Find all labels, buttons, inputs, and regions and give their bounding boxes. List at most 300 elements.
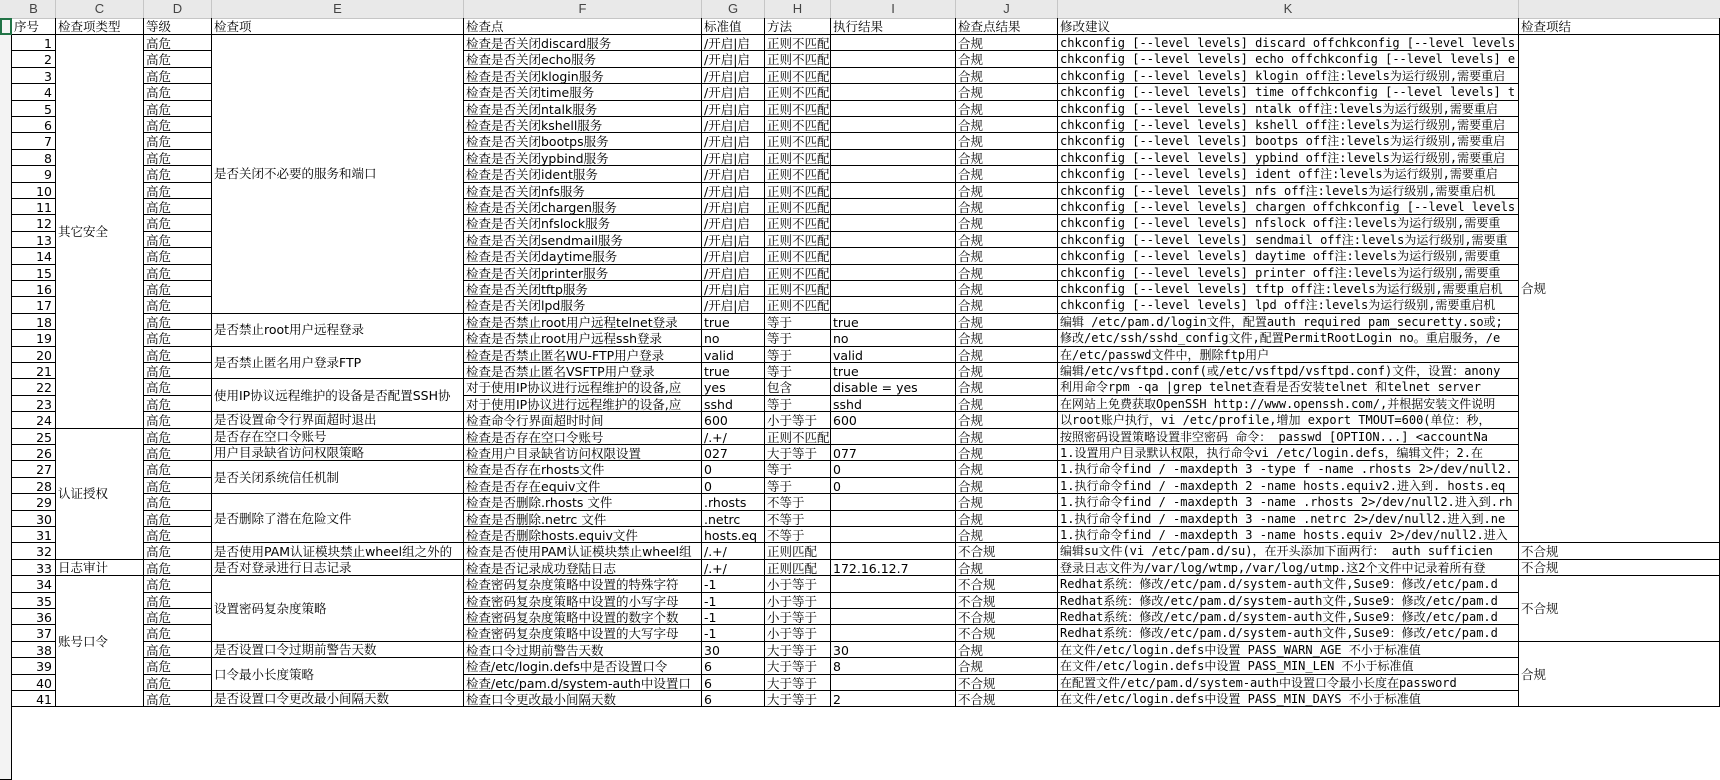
row-number-cell[interactable]: 24 — [12, 412, 56, 428]
result-cell[interactable]: 8 — [831, 658, 956, 674]
check-type-cell[interactable]: 其它安全 — [56, 35, 144, 429]
check-point-cell[interactable]: 检查密码复杂度策略中设置的数字个数 — [464, 609, 702, 625]
point-result-cell[interactable]: 合规 — [956, 347, 1058, 363]
header-cell[interactable]: 检查项结 — [1519, 18, 1720, 35]
row-number-cell[interactable]: 37 — [12, 625, 56, 641]
point-result-cell[interactable]: 合规 — [956, 396, 1058, 412]
check-point-cell[interactable]: 检查是否存在rhosts文件 — [464, 461, 702, 477]
check-point-cell[interactable]: 检查是否关闭bootps服务 — [464, 133, 702, 149]
advice-cell[interactable]: chkconfig [--level levels] bootps off注:levels为运行级别,需要重启 — [1058, 133, 1519, 149]
level-cell[interactable]: 高危 — [144, 84, 212, 100]
level-cell[interactable]: 高危 — [144, 35, 212, 51]
check-point-cell[interactable]: 检查是否禁止匿名WU-FTP用户登录 — [464, 347, 702, 363]
check-point-cell[interactable]: 检查是否关闭klogin服务 — [464, 68, 702, 84]
point-result-cell[interactable]: 合规 — [956, 330, 1058, 346]
result-cell[interactable] — [831, 625, 956, 641]
check-type-cell[interactable]: 认证授权 — [56, 429, 144, 560]
check-point-cell[interactable]: 检查是否使用PAM认证模块禁止wheel组 — [464, 543, 702, 559]
row-number-cell[interactable]: 7 — [12, 133, 56, 149]
level-cell[interactable]: 高危 — [144, 117, 212, 133]
level-cell[interactable]: 高危 — [144, 543, 212, 559]
standard-value-cell[interactable]: no — [702, 330, 765, 346]
level-cell[interactable]: 高危 — [144, 199, 212, 215]
header-cell[interactable]: 检查点 — [464, 18, 702, 35]
check-point-cell[interactable]: 检查是否记录成功登陆日志 — [464, 560, 702, 576]
check-point-cell[interactable]: 检查密码复杂度策略中设置的小写字母 — [464, 593, 702, 609]
level-cell[interactable]: 高危 — [144, 281, 212, 297]
point-result-cell[interactable]: 合规 — [956, 363, 1058, 379]
level-cell[interactable]: 高危 — [144, 658, 212, 674]
check-point-cell[interactable]: 检查密码复杂度策略中设置的特殊字符 — [464, 576, 702, 592]
advice-cell[interactable]: 在网站上免费获取OpenSSH http://www.openssh.com/,并根据安装文件说明 — [1058, 396, 1519, 412]
standard-value-cell[interactable]: /开启|启 — [702, 51, 765, 67]
check-item-cell[interactable]: 口令最小长度策略 — [212, 658, 464, 691]
method-cell[interactable]: 正则匹配 — [765, 560, 831, 576]
check-item-cell[interactable]: 是否禁止匿名用户登录FTP — [212, 347, 464, 380]
standard-value-cell[interactable]: sshd — [702, 396, 765, 412]
method-cell[interactable]: 等于 — [765, 396, 831, 412]
row-number-cell[interactable]: 11 — [12, 199, 56, 215]
advice-cell[interactable]: 1.执行命令find / -maxdepth 3 -name hosts.equiv 2>/dev/null2.进入 — [1058, 527, 1519, 543]
point-result-cell[interactable]: 合规 — [956, 314, 1058, 330]
row-number-cell[interactable]: 8 — [12, 150, 56, 166]
advice-cell[interactable]: chkconfig [--level levels] kshell off注:levels为运行级别,需要重启 — [1058, 117, 1519, 133]
result-cell[interactable]: 0 — [831, 461, 956, 477]
level-cell[interactable]: 高危 — [144, 625, 212, 641]
header-cell[interactable]: 方法 — [765, 18, 831, 35]
result-cell[interactable]: sshd — [831, 396, 956, 412]
check-item-cell[interactable]: 是否禁止root用户远程登录 — [212, 314, 464, 347]
point-result-cell[interactable]: 合规 — [956, 101, 1058, 117]
result-cell[interactable]: valid — [831, 347, 956, 363]
check-point-cell[interactable]: 检查是否关闭chargen服务 — [464, 199, 702, 215]
check-item-cell[interactable]: 是否使用PAM认证模块禁止wheel组之外的 — [212, 543, 464, 559]
column-letter-I[interactable]: I — [831, 0, 956, 18]
method-cell[interactable]: 等于 — [765, 478, 831, 494]
level-cell[interactable]: 高危 — [144, 379, 212, 395]
result-cell[interactable] — [831, 265, 956, 281]
level-cell[interactable]: 高危 — [144, 232, 212, 248]
result-cell[interactable] — [831, 68, 956, 84]
check-point-cell[interactable]: 对于使用IP协议进行远程维护的设备,应 — [464, 396, 702, 412]
standard-value-cell[interactable]: /.+/ — [702, 543, 765, 559]
advice-cell[interactable]: Redhat系统：修改/etc/pam.d/system-auth文件,Suse9：修改/etc/pam.d — [1058, 609, 1519, 625]
point-result-cell[interactable]: 合规 — [956, 150, 1058, 166]
advice-cell[interactable]: 利用命令rpm -qa |grep telnet查看是否安装telnet 和telnet server — [1058, 379, 1519, 395]
result-cell[interactable]: 172.16.12.7 — [831, 560, 956, 576]
column-letter-K[interactable]: K — [1058, 0, 1519, 18]
level-cell[interactable]: 高危 — [144, 314, 212, 330]
method-cell[interactable]: 正则不匹配 — [767, 200, 830, 215]
result-cell[interactable]: 600 — [831, 412, 956, 428]
standard-value-cell[interactable]: /开启|启 — [702, 101, 765, 117]
row-number-cell[interactable]: 15 — [12, 265, 56, 281]
level-cell[interactable]: 高危 — [144, 330, 212, 346]
point-result-cell[interactable]: 不合规 — [956, 625, 1058, 641]
advice-cell[interactable]: 在文件/etc/login.defs中设置 PASS_WARN_AGE 不小于标准值 — [1058, 642, 1519, 658]
standard-value-cell[interactable]: /开启|启 — [702, 150, 765, 166]
level-cell[interactable]: 高危 — [144, 396, 212, 412]
result-cell[interactable] — [831, 101, 956, 117]
check-item-cell[interactable]: 用户目录缺省访问权限策略 — [212, 445, 464, 461]
check-point-cell[interactable]: 检查是否关闭lpd服务 — [464, 297, 702, 313]
header-cell[interactable]: 检查点结果 — [956, 18, 1058, 35]
point-result-cell[interactable]: 不合规 — [956, 675, 1058, 691]
advice-cell[interactable]: Redhat系统：修改/etc/pam.d/system-auth文件,Suse9：修改/etc/pam.d — [1058, 625, 1519, 641]
standard-value-cell[interactable]: yes — [702, 379, 765, 395]
standard-value-cell[interactable]: 6 — [702, 658, 765, 674]
method-cell[interactable]: 等于 — [765, 461, 831, 477]
point-result-cell[interactable]: 合规 — [956, 248, 1058, 264]
method-cell[interactable]: 包含 — [765, 379, 831, 395]
row-number-cell[interactable]: 12 — [12, 215, 56, 231]
header-cell[interactable]: 检查项 — [212, 18, 464, 35]
row-number-cell[interactable]: 1 — [12, 35, 56, 51]
row-number-cell[interactable]: 29 — [12, 494, 56, 510]
level-cell[interactable]: 高危 — [144, 412, 212, 428]
method-cell[interactable]: 大于等于 — [765, 658, 831, 674]
advice-cell[interactable]: 在文件/etc/login.defs中设置 PASS_MIN_DAYS 不小于标准值 — [1058, 691, 1519, 707]
check-item-cell[interactable]: 是否存在空口令账号 — [212, 429, 464, 445]
point-result-cell[interactable]: 合规 — [956, 494, 1058, 510]
standard-value-cell[interactable]: 0 — [702, 461, 765, 477]
check-point-cell[interactable]: 检查密码复杂度策略中设置的大写字母 — [464, 625, 702, 641]
check-point-cell[interactable]: 检查/etc/login.defs中是否设置口令 — [464, 658, 702, 674]
method-cell[interactable]: 大于等于 — [765, 445, 831, 461]
header-cell[interactable]: 序号 — [12, 18, 56, 35]
standard-value-cell[interactable]: /开启|启 — [702, 183, 765, 199]
method-cell[interactable]: 大于等于 — [765, 642, 831, 658]
result-cell[interactable]: 077 — [831, 445, 956, 461]
level-cell[interactable]: 高危 — [144, 133, 212, 149]
result-cell[interactable] — [831, 84, 956, 100]
standard-value-cell[interactable]: 6 — [702, 675, 765, 691]
check-type-cell[interactable]: 日志审计 — [56, 560, 144, 576]
advice-cell[interactable]: 1.执行命令find / -maxdepth 3 -type f -name .rhosts 2>/dev/null2. — [1058, 461, 1519, 477]
level-cell[interactable]: 高危 — [144, 560, 212, 576]
level-cell[interactable]: 高危 — [144, 511, 212, 527]
check-item-cell[interactable]: 是否删除了潜在危险文件 — [212, 494, 464, 543]
point-result-cell[interactable]: 合规 — [956, 527, 1058, 543]
standard-value-cell[interactable]: /开启|启 — [702, 265, 765, 281]
method-cell[interactable]: 正则不匹配 — [767, 167, 830, 183]
row-number-cell[interactable]: 35 — [12, 593, 56, 609]
point-result-cell[interactable]: 合规 — [956, 232, 1058, 248]
point-result-cell[interactable]: 合规 — [956, 84, 1058, 100]
standard-value-cell[interactable]: 600 — [702, 412, 765, 428]
level-cell[interactable]: 高危 — [144, 183, 212, 199]
result-cell[interactable] — [831, 543, 956, 559]
standard-value-cell[interactable]: /开启|启 — [702, 281, 765, 297]
item-result-cell[interactable]: 合规 — [1519, 35, 1720, 543]
result-cell[interactable] — [831, 199, 956, 215]
result-cell[interactable] — [831, 609, 956, 625]
check-point-cell[interactable]: 检查是否关闭nfs服务 — [464, 183, 702, 199]
point-result-cell[interactable]: 合规 — [956, 117, 1058, 133]
row-number-cell[interactable]: 27 — [12, 461, 56, 477]
advice-cell[interactable]: 编辑su文件(vi /etc/pam.d/su)，在开头添加下面两行： auth sufficien — [1058, 543, 1519, 559]
check-point-cell[interactable]: 检查是否关闭daytime服务 — [464, 248, 702, 264]
advice-cell[interactable]: 1.执行命令find / -maxdepth 2 -name hosts.equiv2.进入到. hosts.eq — [1058, 478, 1519, 494]
advice-cell[interactable]: 在/etc/passwd文件中，删除ftp用户 — [1058, 347, 1519, 363]
advice-cell[interactable]: 修改/etc/ssh/sshd_config文件,配置PermitRootLogin no。重启服务，/e — [1058, 330, 1519, 346]
standard-value-cell[interactable]: true — [702, 314, 765, 330]
standard-value-cell[interactable]: /开启|启 — [702, 248, 765, 264]
check-item-cell[interactable]: 是否对登录进行日志记录 — [212, 560, 464, 576]
standard-value-cell[interactable]: /.+/ — [702, 429, 765, 445]
item-result-cell[interactable]: 不合规 — [1519, 543, 1720, 559]
row-number-cell[interactable]: 41 — [12, 691, 56, 707]
method-cell[interactable]: 正则不匹配 — [767, 183, 830, 199]
result-cell[interactable] — [831, 281, 956, 297]
method-cell[interactable]: 小于等于 — [765, 593, 831, 609]
row-number-cell[interactable]: 5 — [12, 101, 56, 117]
point-result-cell[interactable]: 合规 — [956, 642, 1058, 658]
level-cell[interactable]: 高危 — [144, 265, 212, 281]
point-result-cell[interactable]: 合规 — [956, 379, 1058, 395]
check-item-cell[interactable]: 是否设置命令行界面超时退出 — [212, 412, 464, 428]
advice-cell[interactable]: chkconfig [--level levels] klogin off注:levels为运行级别,需要重启 — [1058, 68, 1519, 84]
point-result-cell[interactable]: 合规 — [956, 281, 1058, 297]
point-result-cell[interactable]: 合规 — [956, 133, 1058, 149]
result-cell[interactable] — [831, 248, 956, 264]
method-cell[interactable]: 等于 — [765, 314, 831, 330]
point-result-cell[interactable]: 合规 — [956, 68, 1058, 84]
method-cell[interactable]: 小于等于 — [765, 609, 831, 625]
method-cell[interactable]: 正则不匹配 — [767, 68, 830, 84]
check-point-cell[interactable]: 检查是否关闭ident服务 — [464, 166, 702, 182]
row-number-cell[interactable]: 38 — [12, 642, 56, 658]
check-point-cell[interactable]: 检查口令更改最小间隔天数 — [464, 691, 702, 707]
check-point-cell[interactable]: 检查用户目录缺省访问权限设置 — [464, 445, 702, 461]
result-cell[interactable] — [831, 133, 956, 149]
standard-value-cell[interactable]: -1 — [702, 576, 765, 592]
point-result-cell[interactable]: 合规 — [956, 297, 1058, 313]
method-cell[interactable]: 正则不匹配 — [767, 52, 830, 68]
row-number-cell[interactable]: 6 — [12, 117, 56, 133]
check-item-cell[interactable]: 是否关闭系统信任机制 — [212, 461, 464, 494]
result-cell[interactable]: no — [831, 330, 956, 346]
standard-value-cell[interactable]: hosts.eq — [702, 527, 765, 543]
row-number-cell[interactable]: 30 — [12, 511, 56, 527]
method-cell[interactable]: 正则不匹配 — [767, 429, 830, 445]
row-number-cell[interactable]: 2 — [12, 51, 56, 67]
level-cell[interactable]: 高危 — [144, 429, 212, 445]
row-number-cell[interactable]: 17 — [12, 297, 56, 313]
result-cell[interactable] — [831, 166, 956, 182]
method-cell[interactable]: 正则不匹配 — [767, 36, 830, 51]
method-cell[interactable]: 小于等于 — [765, 625, 831, 641]
advice-cell[interactable]: chkconfig [--level levels] lpd off注:levels为运行级别,需要重启机 — [1058, 297, 1519, 313]
advice-cell[interactable]: 编辑 /etc/pam.d/login文件，配置auth required pam_securetty.so或; — [1058, 314, 1519, 330]
point-result-cell[interactable]: 合规 — [956, 511, 1058, 527]
header-cell[interactable]: 标准值 — [702, 18, 765, 35]
item-result-cell[interactable]: 不合规 — [1519, 560, 1720, 576]
row-number-cell[interactable]: 20 — [12, 347, 56, 363]
check-point-cell[interactable]: 检查是否禁止root用户远程ssh登录 — [464, 330, 702, 346]
method-cell[interactable]: 正则不匹配 — [767, 85, 830, 101]
result-cell[interactable] — [831, 527, 956, 543]
method-cell[interactable]: 等于 — [765, 347, 831, 363]
result-cell[interactable] — [831, 494, 956, 510]
row-number-cell[interactable]: 18 — [12, 314, 56, 330]
result-cell[interactable] — [831, 150, 956, 166]
check-point-cell[interactable]: 对于使用IP协议进行远程维护的设备,应 — [464, 379, 702, 395]
row-number-cell[interactable]: 16 — [12, 281, 56, 297]
result-cell[interactable]: 0 — [831, 478, 956, 494]
method-cell[interactable]: 正则不匹配 — [767, 232, 830, 248]
check-point-cell[interactable]: 检查是否关闭tftp服务 — [464, 281, 702, 297]
standard-value-cell[interactable]: .netrc — [702, 511, 765, 527]
check-point-cell[interactable]: 检查/etc/pam.d/system-auth中设置口 — [464, 675, 702, 691]
advice-cell[interactable]: 登录日志文件为/var/log/wtmp,/var/log/utmp.这2个文件中记录着所有登 — [1058, 560, 1519, 576]
check-point-cell[interactable]: 检查是否关闭echo服务 — [464, 51, 702, 67]
advice-cell[interactable]: 在配置文件/etc/pam.d/system-auth中设置口令最小长度在password — [1058, 675, 1519, 691]
row-number-cell[interactable]: 26 — [12, 445, 56, 461]
point-result-cell[interactable]: 合规 — [956, 478, 1058, 494]
level-cell[interactable]: 高危 — [144, 478, 212, 494]
method-cell[interactable]: 正则不匹配 — [767, 265, 830, 281]
standard-value-cell[interactable]: /.+/ — [702, 560, 765, 576]
advice-cell[interactable]: 按照密码设置策略设置非空密码 命令： passwd [OPTION...] <accountNa — [1058, 429, 1519, 445]
row-number-cell[interactable]: 23 — [12, 396, 56, 412]
row-number-cell[interactable]: 3 — [12, 68, 56, 84]
standard-value-cell[interactable]: /开启|启 — [702, 199, 765, 215]
column-letter-G[interactable]: G — [702, 0, 765, 18]
point-result-cell[interactable]: 合规 — [956, 166, 1058, 182]
standard-value-cell[interactable]: 6 — [702, 691, 765, 707]
level-cell[interactable]: 高危 — [144, 215, 212, 231]
result-cell[interactable] — [831, 593, 956, 609]
level-cell[interactable]: 高危 — [144, 527, 212, 543]
standard-value-cell[interactable]: /开启|启 — [702, 68, 765, 84]
level-cell[interactable]: 高危 — [144, 101, 212, 117]
advice-cell[interactable]: chkconfig [--level levels] time offchkconfig [--level levels] t — [1058, 84, 1519, 100]
column-letter-F[interactable]: F — [464, 0, 702, 18]
advice-cell[interactable]: chkconfig [--level levels] discard offchkconfig [--level levels — [1058, 35, 1519, 51]
row-number-cell[interactable]: 34 — [12, 576, 56, 592]
column-letter-D[interactable]: D — [144, 0, 212, 18]
advice-cell[interactable]: chkconfig [--level levels] sendmail off注:levels为运行级别,需要重 — [1058, 232, 1519, 248]
point-result-cell[interactable]: 不合规 — [956, 691, 1058, 707]
level-cell[interactable]: 高危 — [144, 51, 212, 67]
column-letter-C[interactable]: C — [56, 0, 144, 18]
advice-cell[interactable]: Redhat系统：修改/etc/pam.d/system-auth文件,Suse9：修改/etc/pam.d — [1058, 593, 1519, 609]
method-cell[interactable]: 正则不匹配 — [767, 134, 830, 150]
result-cell[interactable] — [831, 675, 956, 691]
point-result-cell[interactable]: 合规 — [956, 412, 1058, 428]
result-cell[interactable] — [831, 35, 956, 51]
method-cell[interactable]: 正则不匹配 — [767, 101, 830, 117]
check-type-cell[interactable]: 账号口令 — [56, 576, 144, 707]
method-cell[interactable]: 正则不匹配 — [767, 282, 830, 297]
row-number-cell[interactable]: 32 — [12, 543, 56, 559]
point-result-cell[interactable]: 合规 — [956, 461, 1058, 477]
row-number-cell[interactable]: 22 — [12, 379, 56, 395]
result-cell[interactable] — [831, 576, 956, 592]
standard-value-cell[interactable]: /开启|启 — [702, 215, 765, 231]
point-result-cell[interactable]: 不合规 — [956, 576, 1058, 592]
method-cell[interactable]: 等于 — [765, 363, 831, 379]
level-cell[interactable]: 高危 — [144, 691, 212, 707]
method-cell[interactable]: 不等于 — [765, 527, 831, 543]
check-item-cell[interactable]: 是否关闭不必要的服务和端口 — [212, 35, 464, 314]
item-result-cell[interactable]: 不合规 — [1519, 576, 1720, 642]
standard-value-cell[interactable]: 30 — [702, 642, 765, 658]
level-cell[interactable]: 高危 — [144, 494, 212, 510]
method-cell[interactable]: 小于等于 — [765, 412, 831, 428]
result-cell[interactable] — [831, 51, 956, 67]
level-cell[interactable]: 高危 — [144, 461, 212, 477]
advice-cell[interactable]: 1.执行命令find / -maxdepth 3 -name .rhosts 2>/dev/null2.进入到.rh — [1058, 494, 1519, 510]
check-item-cell[interactable]: 是否设置口令更改最小间隔天数 — [212, 691, 464, 707]
advice-cell[interactable]: chkconfig [--level levels] daytime off注:levels为运行级别,需要重 — [1058, 248, 1519, 264]
header-cell[interactable]: 执行结果 — [831, 18, 956, 35]
point-result-cell[interactable]: 合规 — [956, 51, 1058, 67]
result-cell[interactable]: true — [831, 314, 956, 330]
point-result-cell[interactable]: 合规 — [956, 215, 1058, 231]
point-result-cell[interactable]: 合规 — [956, 183, 1058, 199]
standard-value-cell[interactable]: 0 — [702, 478, 765, 494]
advice-cell[interactable]: chkconfig [--level levels] chargen offchkconfig [--level levels — [1058, 199, 1519, 215]
point-result-cell[interactable]: 合规 — [956, 35, 1058, 51]
advice-cell[interactable]: 以root账户执行，vi /etc/profile,增加 export TMOUT=600(单位：秒， — [1058, 412, 1519, 428]
check-point-cell[interactable]: 检查是否关闭ntalk服务 — [464, 101, 702, 117]
point-result-cell[interactable]: 合规 — [956, 658, 1058, 674]
level-cell[interactable]: 高危 — [144, 675, 212, 691]
check-point-cell[interactable]: 检查是否关闭time服务 — [464, 84, 702, 100]
check-point-cell[interactable]: 检查是否删除.netrc 文件 — [464, 511, 702, 527]
result-cell[interactable]: true — [831, 363, 956, 379]
check-item-cell[interactable]: 使用IP协议远程维护的设备是否配置SSH协 — [212, 379, 464, 412]
advice-cell[interactable]: chkconfig [--level levels] nfs off注:levels为运行级别,需要重启机 — [1058, 183, 1519, 199]
check-point-cell[interactable]: 检查口令过期前警告天数 — [464, 642, 702, 658]
row-number-cell[interactable]: 25 — [12, 429, 56, 445]
standard-value-cell[interactable]: 027 — [702, 445, 765, 461]
row-number-cell[interactable]: 21 — [12, 363, 56, 379]
check-point-cell[interactable]: 检查是否存在空口令账号 — [464, 429, 702, 445]
point-result-cell[interactable]: 合规 — [956, 199, 1058, 215]
row-number-cell[interactable]: 40 — [12, 675, 56, 691]
row-number-cell[interactable]: 31 — [12, 527, 56, 543]
check-point-cell[interactable]: 检查是否关闭sendmail服务 — [464, 232, 702, 248]
check-point-cell[interactable]: 检查是否存在equiv文件 — [464, 478, 702, 494]
result-cell[interactable]: disable = yes — [831, 379, 956, 395]
standard-value-cell[interactable]: /开启|启 — [702, 232, 765, 248]
result-cell[interactable] — [831, 117, 956, 133]
check-point-cell[interactable]: 检查是否关闭printer服务 — [464, 265, 702, 281]
standard-value-cell[interactable]: .rhosts — [702, 494, 765, 510]
standard-value-cell[interactable]: /开启|启 — [702, 35, 765, 51]
method-cell[interactable]: 不等于 — [765, 494, 831, 510]
column-letter-E[interactable]: E — [212, 0, 464, 18]
point-result-cell[interactable]: 合规 — [956, 445, 1058, 461]
check-point-cell[interactable]: 检查是否禁止root用户远程telnet登录 — [464, 314, 702, 330]
method-cell[interactable]: 大于等于 — [765, 691, 831, 707]
row-number-cell[interactable]: 39 — [12, 658, 56, 674]
column-letter-J[interactable]: J — [956, 0, 1058, 18]
standard-value-cell[interactable]: /开启|启 — [702, 166, 765, 182]
standard-value-cell[interactable]: /开启|启 — [702, 133, 765, 149]
row-number-cell[interactable]: 19 — [12, 330, 56, 346]
advice-cell[interactable]: chkconfig [--level levels] nfslock off注:levels为运行级别,需要重 — [1058, 215, 1519, 231]
level-cell[interactable]: 高危 — [144, 150, 212, 166]
advice-cell[interactable]: chkconfig [--level levels] ident off注:levels为运行级别,需要重启 — [1058, 166, 1519, 182]
level-cell[interactable]: 高危 — [144, 68, 212, 84]
point-result-cell[interactable]: 合规 — [956, 560, 1058, 576]
check-point-cell[interactable]: 检查是否关闭nfslock服务 — [464, 215, 702, 231]
advice-cell[interactable]: chkconfig [--level levels] ntalk off注:levels为运行级别,需要重启 — [1058, 101, 1519, 117]
